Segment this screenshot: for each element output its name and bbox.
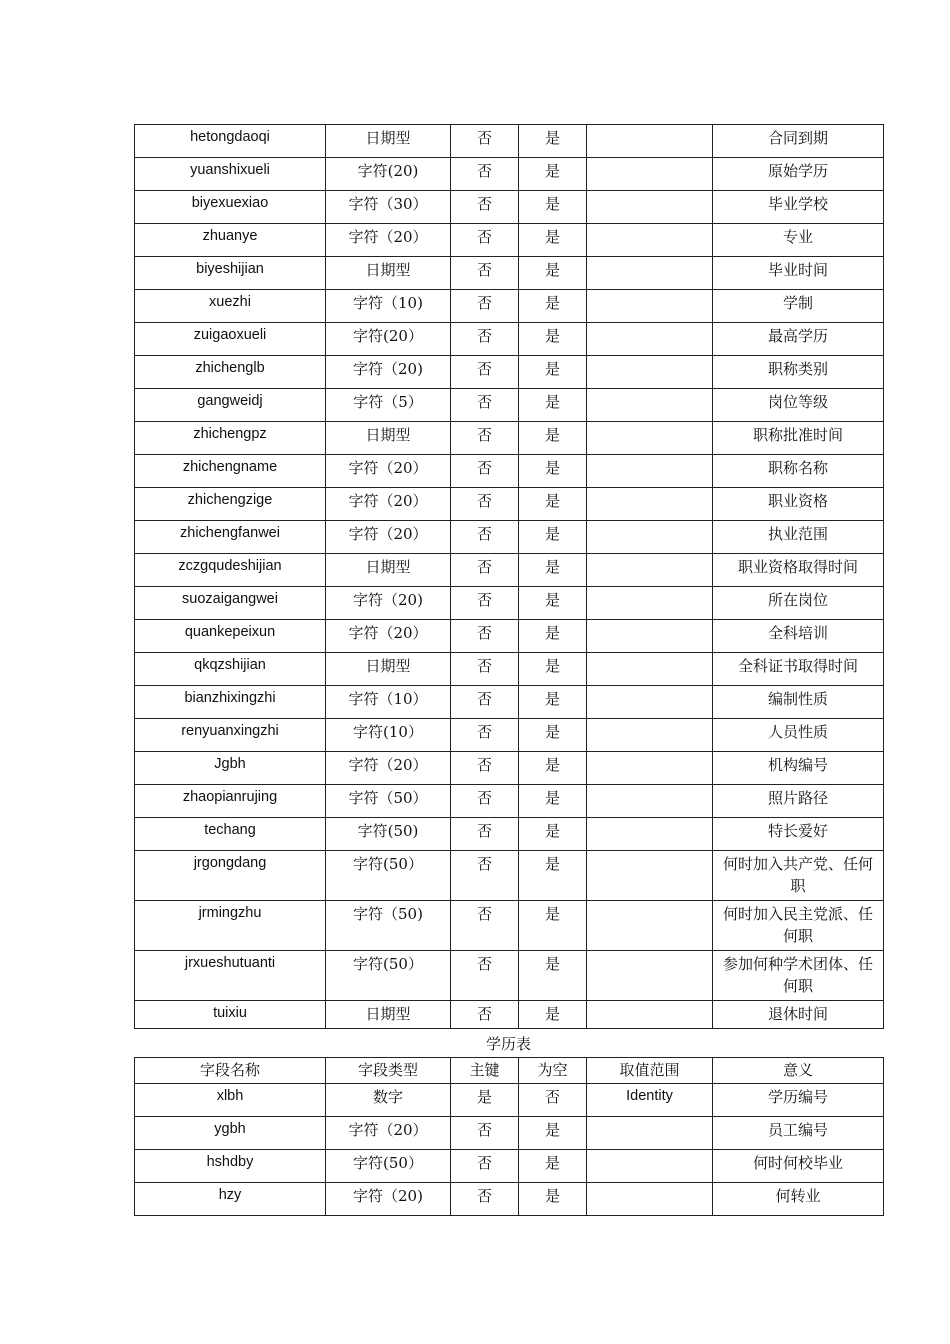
value-range-cell <box>587 587 713 620</box>
value-range-cell <box>587 785 713 818</box>
value-range-cell <box>587 752 713 785</box>
nullable-cell: 是 <box>519 125 587 158</box>
meaning-cell: 毕业时间 <box>713 257 884 290</box>
table-row <box>135 785 884 818</box>
primary-key-cell: 否 <box>451 488 519 521</box>
meaning-cell: 执业范围 <box>713 521 884 554</box>
meaning-cell: 职称名称 <box>713 455 884 488</box>
field-name-cell: hetongdaoqi <box>135 125 326 158</box>
primary-key-cell: 否 <box>451 719 519 752</box>
table-row <box>135 356 884 389</box>
nullable-cell: 是 <box>519 587 587 620</box>
value-range-cell <box>587 290 713 323</box>
table-row <box>135 818 884 851</box>
primary-key-cell: 是 <box>451 1084 519 1117</box>
meaning-cell: 学历编号 <box>713 1084 884 1117</box>
table-row <box>135 224 884 257</box>
field-type-cell: 字符（20) <box>326 587 451 620</box>
field-type-cell: 日期型 <box>326 422 451 455</box>
field-type-cell: 字符（20） <box>326 455 451 488</box>
field-name-cell: yuanshixueli <box>135 158 326 191</box>
table-row <box>135 851 884 901</box>
table-row <box>135 422 884 455</box>
value-range-cell <box>587 818 713 851</box>
meaning-cell: 何时加入民主党派、任何职 <box>713 901 884 951</box>
nullable-cell: 是 <box>519 191 587 224</box>
table-row <box>135 554 884 587</box>
field-name-cell: qkqzshijian <box>135 653 326 686</box>
table-row <box>135 951 884 1001</box>
meaning-cell: 毕业学校 <box>713 191 884 224</box>
value-range-cell <box>587 851 713 901</box>
value-range-cell <box>587 422 713 455</box>
primary-key-cell: 否 <box>451 951 519 1001</box>
meaning-cell: 职业资格取得时间 <box>713 554 884 587</box>
value-range-cell <box>587 1117 713 1150</box>
meaning-cell: 合同到期 <box>713 125 884 158</box>
value-range-cell <box>587 1001 713 1029</box>
primary-key-cell: 否 <box>451 785 519 818</box>
value-range-cell <box>587 125 713 158</box>
table-row <box>135 1117 884 1150</box>
field-name-cell: zczgqudeshijian <box>135 554 326 587</box>
field-name-cell: zhichenglb <box>135 356 326 389</box>
nullable-cell: 是 <box>519 554 587 587</box>
table-row <box>135 686 884 719</box>
field-name-cell: techang <box>135 818 326 851</box>
primary-key-cell: 否 <box>451 521 519 554</box>
field-type-cell: 字符(20） <box>326 323 451 356</box>
meaning-cell: 参加何种学术团体、任何职 <box>713 951 884 1001</box>
nullable-cell: 是 <box>519 1001 587 1029</box>
nullable-cell: 是 <box>519 785 587 818</box>
value-range-cell <box>587 257 713 290</box>
value-range-cell <box>587 389 713 422</box>
value-range-cell: Identity <box>587 1084 713 1117</box>
primary-key-cell: 否 <box>451 752 519 785</box>
value-range-cell <box>587 224 713 257</box>
field-type-cell: 日期型 <box>326 554 451 587</box>
field-name-cell: jrgongdang <box>135 851 326 901</box>
primary-key-cell: 否 <box>451 620 519 653</box>
meaning-cell: 职称批准时间 <box>713 422 884 455</box>
primary-key-cell: 否 <box>451 1001 519 1029</box>
meaning-cell: 所在岗位 <box>713 587 884 620</box>
field-name-cell: jrmingzhu <box>135 901 326 951</box>
field-type-cell: 字符（50) <box>326 901 451 951</box>
table-row <box>135 653 884 686</box>
primary-key-cell: 否 <box>451 290 519 323</box>
field-name-cell: biyexuexiao <box>135 191 326 224</box>
field-type-cell: 日期型 <box>326 653 451 686</box>
primary-key-cell: 否 <box>451 818 519 851</box>
primary-key-cell: 否 <box>451 851 519 901</box>
field-name-cell: ygbh <box>135 1117 326 1150</box>
field-type-cell: 字符（20） <box>326 224 451 257</box>
nullable-cell: 是 <box>519 752 587 785</box>
value-range-cell <box>587 323 713 356</box>
field-name-cell: hshdby <box>135 1150 326 1183</box>
field-type-cell: 字符（20) <box>326 1183 451 1216</box>
meaning-cell: 全科证书取得时间 <box>713 653 884 686</box>
field-name-cell: bianzhixingzhi <box>135 686 326 719</box>
meaning-cell: 职称类别 <box>713 356 884 389</box>
field-type-cell: 字符(50) <box>326 818 451 851</box>
nullable-cell: 是 <box>519 653 587 686</box>
table-row <box>135 620 884 653</box>
primary-key-cell: 否 <box>451 257 519 290</box>
table-row <box>135 290 884 323</box>
table-row <box>135 191 884 224</box>
table-row <box>135 1183 884 1216</box>
field-type-cell: 字符（30） <box>326 191 451 224</box>
nullable-cell: 是 <box>519 719 587 752</box>
employee-fields-table <box>134 124 884 1029</box>
field-type-cell: 字符（10) <box>326 290 451 323</box>
primary-key-cell: 否 <box>451 389 519 422</box>
meaning-cell: 最高学历 <box>713 323 884 356</box>
primary-key-cell: 否 <box>451 125 519 158</box>
value-range-cell <box>587 191 713 224</box>
meaning-cell: 职业资格 <box>713 488 884 521</box>
table-row <box>135 752 884 785</box>
field-type-cell: 字符（20） <box>326 620 451 653</box>
nullable-cell: 是 <box>519 257 587 290</box>
field-name-cell: zhuanye <box>135 224 326 257</box>
education-table-body <box>135 1058 884 1216</box>
meaning-cell: 人员性质 <box>713 719 884 752</box>
value-range-cell <box>587 901 713 951</box>
value-range-cell <box>587 356 713 389</box>
header-value-range: 取值范围 <box>587 1058 713 1084</box>
nullable-cell: 是 <box>519 224 587 257</box>
field-name-cell: xlbh <box>135 1084 326 1117</box>
nullable-cell: 是 <box>519 455 587 488</box>
field-name-cell: zhichengname <box>135 455 326 488</box>
table-row <box>135 1150 884 1183</box>
table-row <box>135 901 884 951</box>
field-type-cell: 字符(50） <box>326 851 451 901</box>
nullable-cell: 是 <box>519 290 587 323</box>
primary-key-cell: 否 <box>451 1183 519 1216</box>
primary-key-cell: 否 <box>451 422 519 455</box>
meaning-cell: 学制 <box>713 290 884 323</box>
meaning-cell: 专业 <box>713 224 884 257</box>
primary-key-cell: 否 <box>451 686 519 719</box>
nullable-cell: 否 <box>519 1084 587 1117</box>
table-caption: 学历表 <box>485 1035 531 1053</box>
primary-key-cell: 否 <box>451 587 519 620</box>
value-range-cell <box>587 719 713 752</box>
table-row <box>135 1001 884 1029</box>
meaning-cell: 员工编号 <box>713 1117 884 1150</box>
field-name-cell: xuezhi <box>135 290 326 323</box>
meaning-cell: 特长爱好 <box>713 818 884 851</box>
meaning-cell: 何转业 <box>713 1183 884 1216</box>
field-name-cell: hzy <box>135 1183 326 1216</box>
primary-key-cell: 否 <box>451 1117 519 1150</box>
primary-key-cell: 否 <box>451 191 519 224</box>
value-range-cell <box>587 455 713 488</box>
field-type-cell: 字符(50） <box>326 951 451 1001</box>
primary-key-cell: 否 <box>451 224 519 257</box>
value-range-cell <box>587 488 713 521</box>
field-name-cell: gangweidj <box>135 389 326 422</box>
table-row <box>135 455 884 488</box>
field-name-cell: biyeshijian <box>135 257 326 290</box>
nullable-cell: 是 <box>519 1183 587 1216</box>
field-type-cell: 字符（10） <box>326 686 451 719</box>
field-type-cell: 字符（20) <box>326 356 451 389</box>
primary-key-cell: 否 <box>451 158 519 191</box>
value-range-cell <box>587 521 713 554</box>
meaning-cell: 何时何校毕业 <box>713 1150 884 1183</box>
field-name-cell: tuixiu <box>135 1001 326 1029</box>
meaning-cell: 编制性质 <box>713 686 884 719</box>
meaning-cell: 机构编号 <box>713 752 884 785</box>
table-row <box>135 389 884 422</box>
table-row <box>135 521 884 554</box>
primary-key-cell: 否 <box>451 356 519 389</box>
nullable-cell: 是 <box>519 620 587 653</box>
header-row <box>135 1058 884 1084</box>
meaning-cell: 照片路径 <box>713 785 884 818</box>
table-row <box>135 125 884 158</box>
field-name-cell: suozaigangwei <box>135 587 326 620</box>
header-field-type: 字段类型 <box>326 1058 451 1084</box>
field-type-cell: 字符（20） <box>326 488 451 521</box>
table-row <box>135 323 884 356</box>
table-row <box>135 719 884 752</box>
primary-key-cell: 否 <box>451 323 519 356</box>
primary-key-cell: 否 <box>451 554 519 587</box>
table-row <box>135 158 884 191</box>
primary-key-cell: 否 <box>451 455 519 488</box>
field-name-cell: jrxueshutuanti <box>135 951 326 1001</box>
nullable-cell: 是 <box>519 686 587 719</box>
header-field-name: 字段名称 <box>135 1058 326 1084</box>
field-type-cell: 字符（5） <box>326 389 451 422</box>
meaning-cell: 退休时间 <box>713 1001 884 1029</box>
header-primary-key: 主键 <box>451 1058 519 1084</box>
nullable-cell: 是 <box>519 951 587 1001</box>
field-name-cell: zhichengpz <box>135 422 326 455</box>
nullable-cell: 是 <box>519 158 587 191</box>
value-range-cell <box>587 1150 713 1183</box>
field-type-cell: 日期型 <box>326 125 451 158</box>
value-range-cell <box>587 686 713 719</box>
field-type-cell: 字符(50） <box>326 1150 451 1183</box>
value-range-cell <box>587 951 713 1001</box>
nullable-cell: 是 <box>519 521 587 554</box>
field-type-cell: 字符（20） <box>326 1117 451 1150</box>
value-range-cell <box>587 158 713 191</box>
education-table <box>134 1057 884 1216</box>
field-name-cell: Jgbh <box>135 752 326 785</box>
field-type-cell: 日期型 <box>326 257 451 290</box>
field-type-cell: 字符（20） <box>326 752 451 785</box>
table-row <box>135 1084 884 1117</box>
field-type-cell: 数字 <box>326 1084 451 1117</box>
field-type-cell: 字符（50） <box>326 785 451 818</box>
header-meaning: 意义 <box>713 1058 884 1084</box>
field-type-cell: 字符(10） <box>326 719 451 752</box>
field-name-cell: zhichengzige <box>135 488 326 521</box>
nullable-cell: 是 <box>519 422 587 455</box>
meaning-cell: 全科培训 <box>713 620 884 653</box>
primary-key-cell: 否 <box>451 653 519 686</box>
nullable-cell: 是 <box>519 901 587 951</box>
field-name-cell: zuigaoxueli <box>135 323 326 356</box>
value-range-cell <box>587 620 713 653</box>
nullable-cell: 是 <box>519 818 587 851</box>
table-row <box>135 488 884 521</box>
field-type-cell: 字符(20) <box>326 158 451 191</box>
value-range-cell <box>587 1183 713 1216</box>
field-name-cell: quankepeixun <box>135 620 326 653</box>
nullable-cell: 是 <box>519 356 587 389</box>
meaning-cell: 岗位等级 <box>713 389 884 422</box>
field-type-cell: 字符（20） <box>326 521 451 554</box>
nullable-cell: 是 <box>519 389 587 422</box>
meaning-cell: 何时加入共产党、任何职 <box>713 851 884 901</box>
value-range-cell <box>587 554 713 587</box>
nullable-cell: 是 <box>519 1117 587 1150</box>
table-row <box>135 257 884 290</box>
nullable-cell: 是 <box>519 488 587 521</box>
employee-fields-table-body <box>135 125 884 1029</box>
primary-key-cell: 否 <box>451 1150 519 1183</box>
field-name-cell: zhaopianrujing <box>135 785 326 818</box>
meaning-cell: 原始学历 <box>713 158 884 191</box>
field-type-cell: 日期型 <box>326 1001 451 1029</box>
nullable-cell: 是 <box>519 851 587 901</box>
field-name-cell: zhichengfanwei <box>135 521 326 554</box>
nullable-cell: 是 <box>519 323 587 356</box>
value-range-cell <box>587 653 713 686</box>
table-row <box>135 587 884 620</box>
header-nullable: 为空 <box>519 1058 587 1084</box>
primary-key-cell: 否 <box>451 901 519 951</box>
field-name-cell: renyuanxingzhi <box>135 719 326 752</box>
nullable-cell: 是 <box>519 1150 587 1183</box>
